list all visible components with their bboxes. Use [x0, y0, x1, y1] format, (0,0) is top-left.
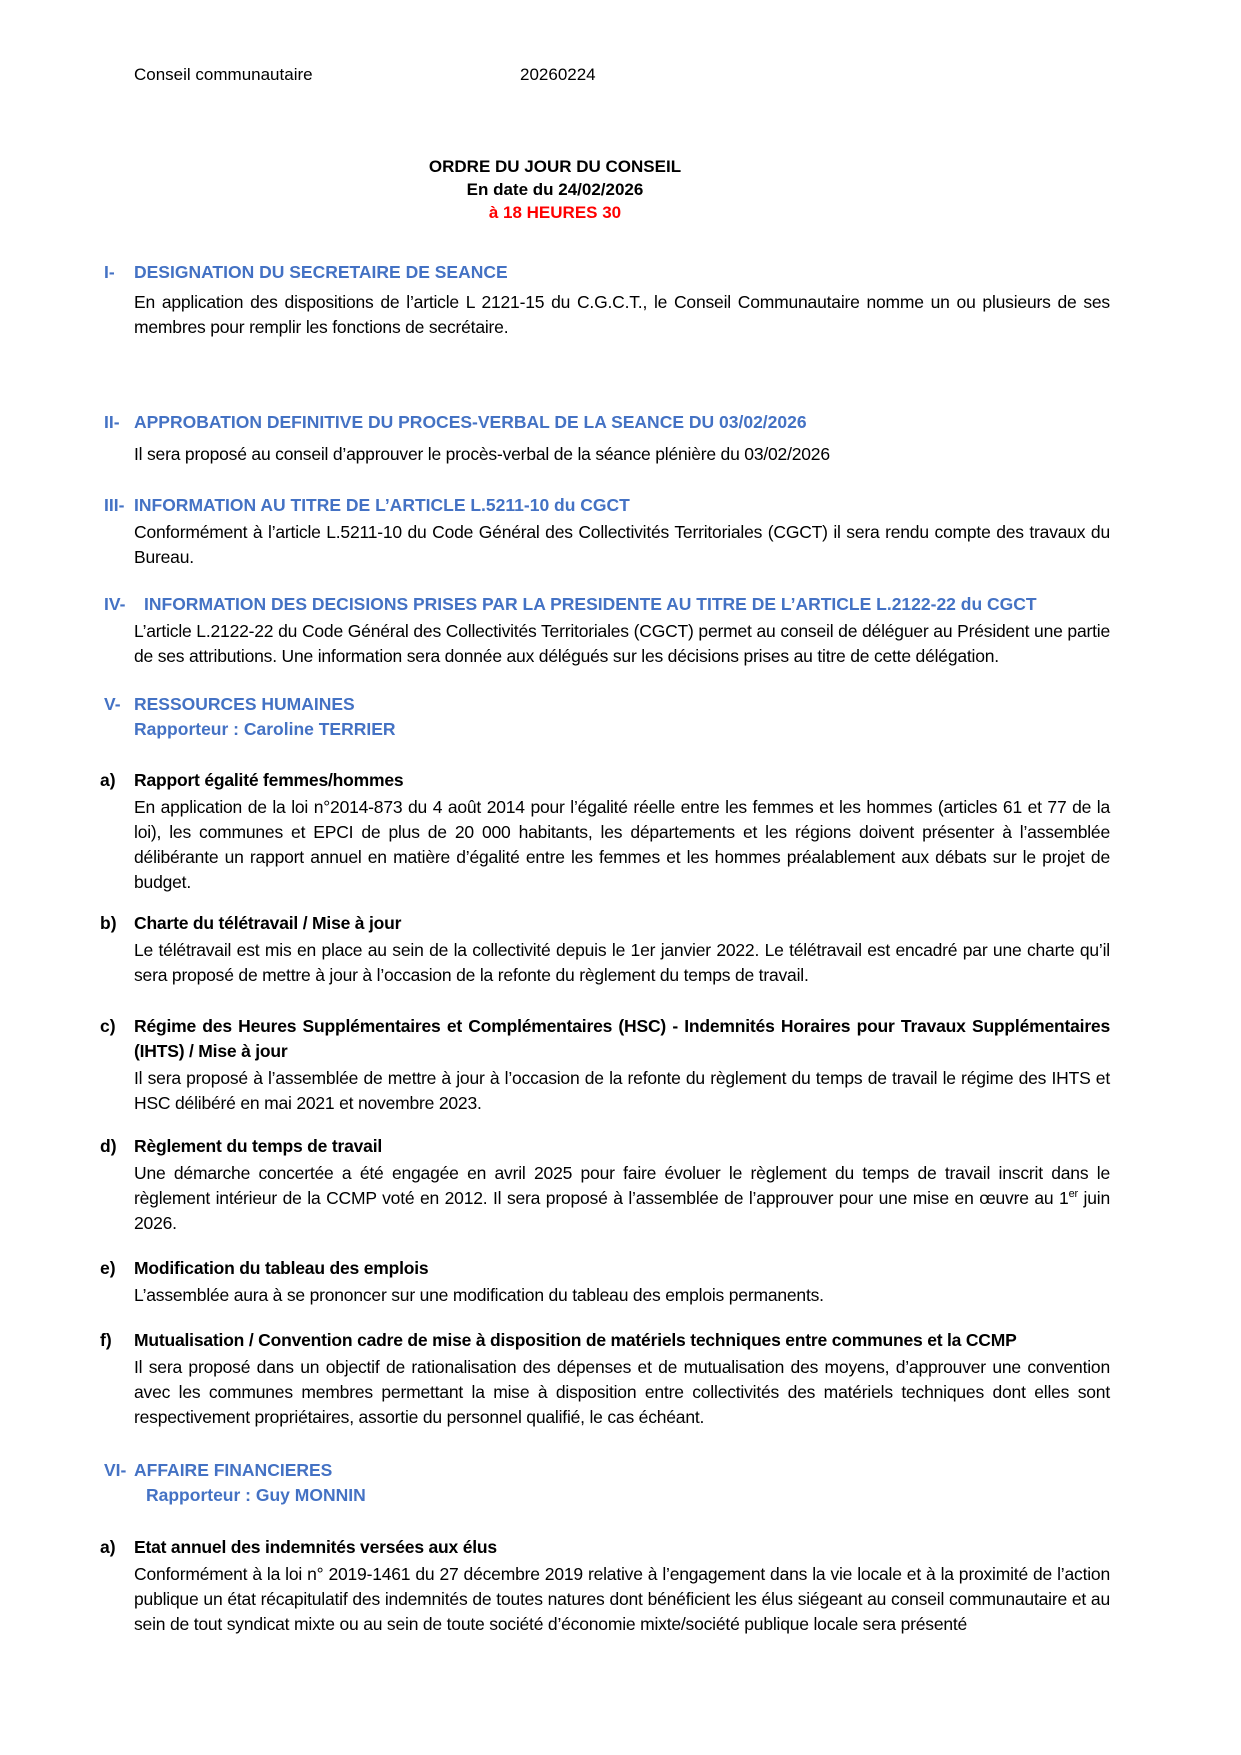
section-5 [100, 692, 1110, 1430]
section-5-title: RESSOURCES HUMAINES [134, 694, 355, 714]
section-5-heading-row [104, 692, 1110, 717]
item-f-title: Mutualisation / Convention cadre de mise à disposition de matériels techniques entre communes et la CCMP [134, 1330, 1017, 1350]
document-header [134, 65, 1110, 85]
item-fin-a-body: Conformément à la loi n° 2019-1461 du 27 décembre 2019 relative à l’engagement dans la vie locale et à la proximité de l’action publique un état récapitulatif des indemnités de toutes natures dont bénéficient les élus siégeant au conseil communautaire et au sein de tout syndicat mixte ou au sein de toute société d’économie mixte/société publique locale sera présenté [134, 1564, 1110, 1634]
item-a-body: En application de la loi n°2014-873 du 4 août 2014 pour l’égalité réelle entre les femmes et les hommes (articles 61 et 77 de la loi), les communes et EPCI de plus de 20 000 habitants, les départements et les régions doivent présenter à l’assemblée délibérante un rapport annuel en matière d’égalité entre les femmes et les hommes préalablement aux débats sur le projet de budget. [134, 797, 1110, 892]
section-5-number: V- [104, 694, 121, 714]
agenda-item-d [100, 1134, 1110, 1236]
item-a-letter: a) [100, 770, 116, 790]
section-3-heading-row [104, 493, 1110, 518]
section-2-title: APPROBATION DEFINITIVE DU PROCES-VERBAL DE LA SEANCE DU 03/02/2026 [134, 412, 807, 432]
section-4-title: INFORMATION DES DECISIONS PRISES PAR LA PRESIDENTE AU TITRE DE L’ARTICLE L.2122-22 du CGCT [144, 594, 1037, 614]
item-c-title: Régime des Heures Supplémentaires et Complémentaires (HSC) - Indemnités Horaires pour Travaux Supplémentaires (IHTS) / Mise à jour [134, 1016, 1110, 1061]
section-5-rapporteur: Rapporteur : Caroline TERRIER [134, 719, 396, 739]
header-reference-number: 20260224 [520, 65, 596, 84]
agenda-item-c [100, 1014, 1110, 1116]
agenda-item-f [100, 1328, 1110, 1430]
section-2-paragraph: Il sera proposé au conseil d’approuver le procès-verbal de la séance plénière du 03/02/2026 [134, 444, 830, 464]
section-4 [104, 592, 1110, 669]
section-6-title: AFFAIRE FINANCIERES [134, 1460, 333, 1480]
agenda-item-e [100, 1256, 1110, 1308]
section-4-heading-row [104, 592, 1110, 617]
section-1-heading-row [104, 260, 1110, 285]
item-fin-a-letter: a) [100, 1537, 116, 1557]
title-line-date: En date du 24/02/2026 [466, 180, 644, 199]
item-d-body-tail: juin 2026. [134, 1188, 1110, 1233]
section-1-title: DESIGNATION DU SECRETAIRE DE SEANCE [134, 262, 508, 282]
title-line-main: ORDRE DU JOUR DU CONSEIL [428, 157, 682, 176]
item-f-body: Il sera proposé dans un objectif de rationalisation des dépenses et de mutualisation des moyens, d’approuver une convention avec les communes membres permettant la mise à disposition entre collectivités des matériels techniques dont elles sont respectivement propriétaires, assortie du personnel qualifié, le cas échéant. [134, 1357, 1110, 1427]
agenda-item-b [100, 911, 1110, 988]
item-c-letter: c) [100, 1016, 116, 1036]
agenda-item-a [100, 768, 1110, 895]
section-6-rapporteur: Rapporteur : Guy MONNIN [146, 1485, 366, 1505]
section-3-number: III- [104, 495, 125, 515]
section-6-number: VI- [104, 1460, 127, 1480]
header-organization: Conseil communautaire [134, 65, 313, 84]
item-e-title: Modification du tableau des emplois [134, 1258, 429, 1278]
section-1 [104, 260, 1110, 340]
section-3-paragraph: Conformément à l’article L.5211-10 du Code Général des Collectivités Territoriales (CGCT) il sera rendu compte des travaux du Bureau. [134, 522, 1110, 567]
item-d-title: Règlement du temps de travail [134, 1136, 383, 1156]
item-f-letter: f) [100, 1330, 112, 1350]
section-2-heading-row [104, 410, 1110, 435]
item-a-title: Rapport égalité femmes/hommes [134, 770, 404, 790]
item-b-title: Charte du télétravail / Mise à jour [134, 913, 402, 933]
item-c-body: Il sera proposé à l’assemblée de mettre à jour à l’occasion de la refonte du règlement du temps de travail le régime des IHTS et HSC délibéré en mai 2021 et novembre 2023. [134, 1068, 1110, 1113]
item-b-body: Le télétravail est mis en place au sein de la collectivité depuis le 1er janvier 2022. Le télétravail est encadré par une charte qu’il sera proposé de mettre à jour à l’occasion de la refonte du règlement du temps de travail. [134, 940, 1110, 985]
section-6-heading-row [104, 1458, 1110, 1483]
section-3 [104, 493, 1110, 570]
document-title-block [134, 155, 976, 224]
item-d-body [134, 1161, 1110, 1236]
item-d-superscript: er [1068, 1188, 1078, 1201]
item-b-letter: b) [100, 913, 117, 933]
item-d-body-text: Une démarche concertée a été engagée en avril 2025 pour faire évoluer le règlement du temps de travail inscrit dans le règlement intérieur de la CCMP voté en 2012. Il sera proposé à l’assemblée de l’approuver pour une mise en œuvre au 1 [134, 1163, 1110, 1208]
item-fin-a-title: Etat annuel des indemnités versées aux élus [134, 1537, 497, 1557]
title-line-time: à 18 HEURES 30 [488, 203, 622, 222]
section-2-number: II- [104, 412, 120, 432]
section-6 [100, 1458, 1110, 1637]
section-2 [104, 410, 1110, 467]
section-4-number: IV- [104, 594, 126, 614]
section-1-paragraph: En application des dispositions de l’article L 2121-15 du C.G.C.T., le Conseil Communautaire nomme un ou plusieurs de ses membres pour remplir les fonctions de secrétaire. [134, 292, 1110, 337]
agenda-item-fin-a [100, 1535, 1110, 1637]
item-d-letter: d) [100, 1136, 117, 1156]
section-3-title: INFORMATION AU TITRE DE L’ARTICLE L.5211-10 du CGCT [134, 495, 630, 515]
item-e-body: L’assemblée aura à se prononcer sur une modification du tableau des emplois permanents. [134, 1285, 824, 1305]
section-1-number: I- [104, 262, 115, 282]
item-e-letter: e) [100, 1258, 116, 1278]
section-4-paragraph: L’article L.2122-22 du Code Général des Collectivités Territoriales (CGCT) permet au conseil de déléguer au Président une partie de ses attributions. Une information sera donnée aux délégués sur les décisions prises au titre de cette délégation. [134, 621, 1110, 666]
